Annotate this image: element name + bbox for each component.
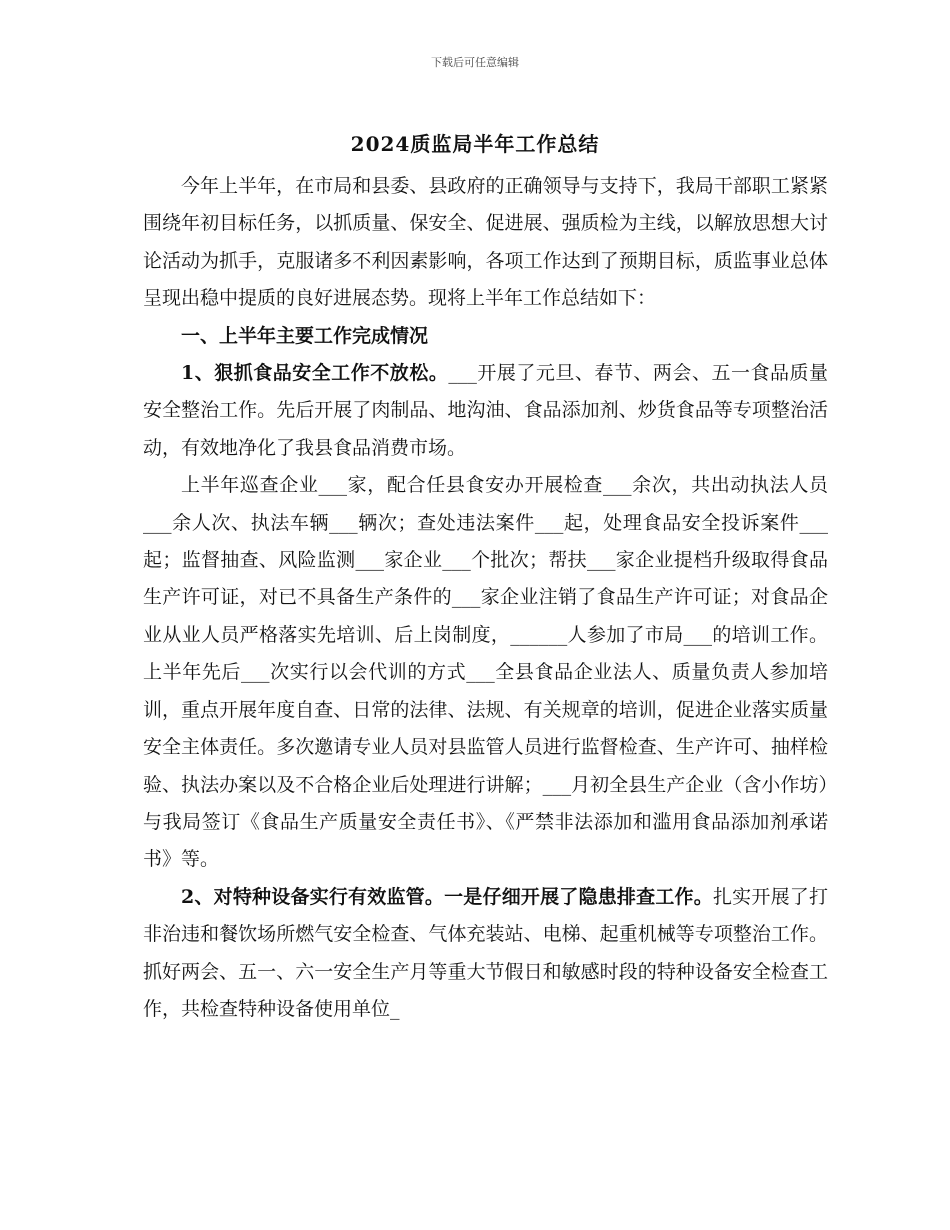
item-2-lead: 2、对特种设备实行有效监管。一是仔细开展了隐患排查工作。	[181, 885, 713, 908]
item-2-paragraph	[143, 879, 828, 1029]
item-1-lead: 1、狠抓食品安全工作不放松。	[181, 362, 449, 385]
item-1-paragraph	[143, 355, 828, 467]
intro-paragraph: 今年上半年，在市局和县委、县政府的正确领导与支持下，我局干部职工紧紧围绕年初目标任务，以抓质量、保安全、促进展、强质检为主线，以解放思想大讨论活动为抓手，克服诸多不利因素影响，各项工作达到了预期目标，质监事业总体呈现出稳中提质的良好进展态势。现将上半年工作总结如下：	[143, 175, 828, 310]
item-1-text: ___开展了元旦、春节、两会、五一食品质量安全整治工作。先后开展了肉制品、地沟油、食品添加剂、炒货食品等专项整治活动，有效地净化了我县食品消费市场。	[143, 362, 828, 459]
item-1-detail-paragraph: 上半年巡查企业___家，配合任县食安办开展检查___余次，共出动执法人员___余人次、执法车辆___辆次；查处违法案件___起，处理食品安全投诉案件___起；监督抽查、风险监测___家企业___个批次；帮扶___家企业提档升级取得食品生产许可证，对已不具备生产条件的___家企业注销了食品生产许可证；对食品企业从业人员严格落实先培训、后上岗制度，______人参加了市局___的培训工作。上半年先后___次实行以会代训的方式___全县食品企业法人、质量负责人参加培训，重点开展年度自查、日常的法律、法规、有关规章的培训，促进企业落实质量安全主体责任。多次邀请专业人员对县监管人员进行监督检查、生产许可、抽样检验、执法办案以及不合格企业后处理进行讲解；___月初全县生产企业（含小作坊）与我局签订《食品生产质量安全责任书》、《严禁非法添加和滥用食品添加剂承诺书》等。	[143, 474, 828, 871]
section-heading: 一、上半年主要工作完成情况	[181, 324, 429, 347]
document-body	[143, 168, 828, 1028]
item-2-text: 扎实开展了打非治违和餐饮场所燃气安全检查、气体充装站、电梯、起重机械等专项整治工作。抓好两会、五一、六一安全生产月等重大节假日和敏感时段的特种设备安全检查工作，共检查特种设备使用单位_	[143, 885, 828, 1020]
page-watermark: 下载后可任意编辑	[431, 56, 519, 69]
document-title: 2024质监局半年工作总结	[350, 132, 600, 156]
